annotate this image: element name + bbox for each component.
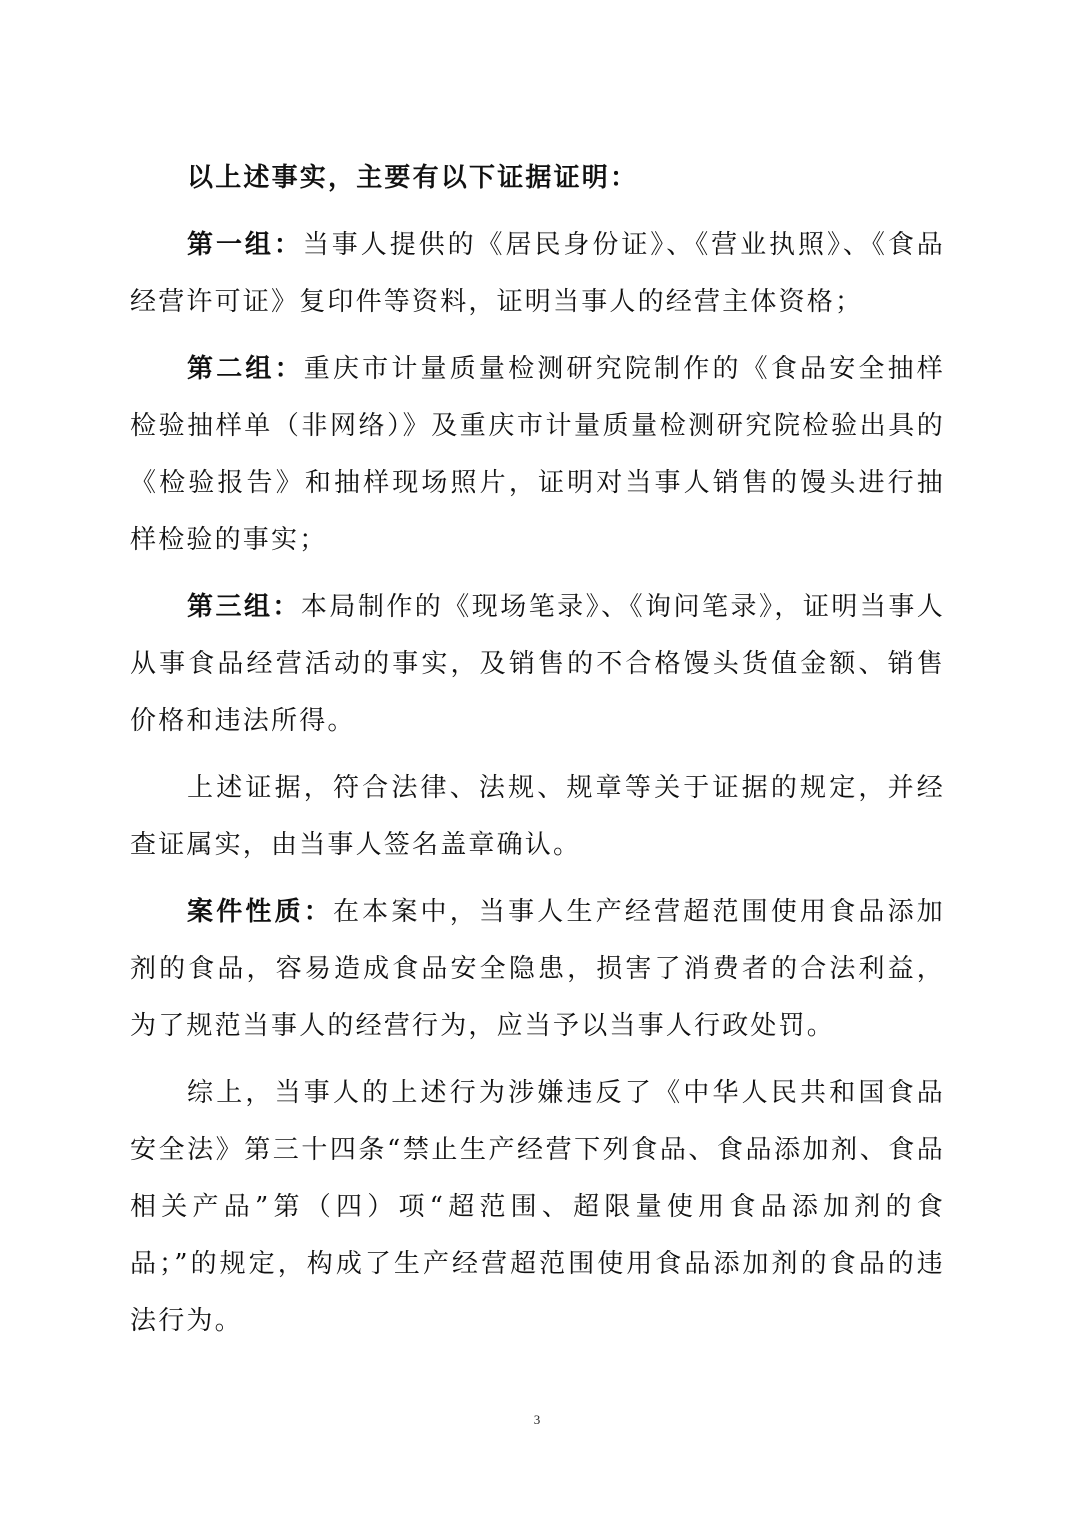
- paragraph-conclusion: [130, 1065, 945, 1350]
- page-number: 3: [533, 1412, 541, 1427]
- paragraph-text: 重庆市计量质量检测研究院制作的《食品安全抽样检验抽样单（非网络）》及重庆市计量质量检测研究院检验出具的《检验报告》和抽样现场照片，证明对当事人销售的馒头进行抽样检验的事实；: [130, 354, 945, 555]
- paragraph-evidence-intro: [130, 150, 945, 207]
- paragraph-text: 当事人提供的《居民身份证》、《营业执照》、《食品经营许可证》复印件等资料，证明当事人的经营主体资格；: [130, 230, 945, 317]
- paragraph-lead: 第三组：: [187, 592, 301, 622]
- paragraph-text: 综上，当事人的上述行为涉嫌违反了《中华人民共和国食品安全法》第三十四条“禁止生产经营下列食品、食品添加剂、食品相关产品”第（四）项“超范围、超限量使用食品添加剂的食品；”的规定，构成了生产经营超范围使用食品添加剂的食品的违法行为。: [130, 1078, 945, 1336]
- paragraph-lead: 第一组：: [187, 230, 303, 260]
- paragraph-lead: 以上述事实，主要有以下证据证明：: [187, 163, 639, 193]
- paragraph-group-two: [130, 341, 945, 569]
- paragraph-group-one: [130, 217, 945, 331]
- document-body: [130, 150, 945, 1360]
- paragraph-text: 在本案中，当事人生产经营超范围使用食品添加剂的食品，容易造成食品安全隐患，损害了消费者的合法利益，为了规范当事人的经营行为，应当予以当事人行政处罚。: [130, 897, 945, 1041]
- paragraph-evidence-confirmation: [130, 760, 945, 874]
- paragraph-text: 上述证据，符合法律、法规、规章等关于证据的规定，并经查证属实，由当事人签名盖章确认。: [130, 773, 945, 860]
- paragraph-lead: 案件性质：: [187, 897, 333, 927]
- paragraph-lead: 第二组：: [187, 354, 304, 384]
- paragraph-text: 本局制作的《现场笔录》、《询问笔录》，证明当事人从事食品经营活动的事实，及销售的不合格馒头货值金额、销售价格和违法所得。: [130, 592, 945, 736]
- paragraph-group-three: [130, 579, 945, 750]
- paragraph-case-nature: [130, 884, 945, 1055]
